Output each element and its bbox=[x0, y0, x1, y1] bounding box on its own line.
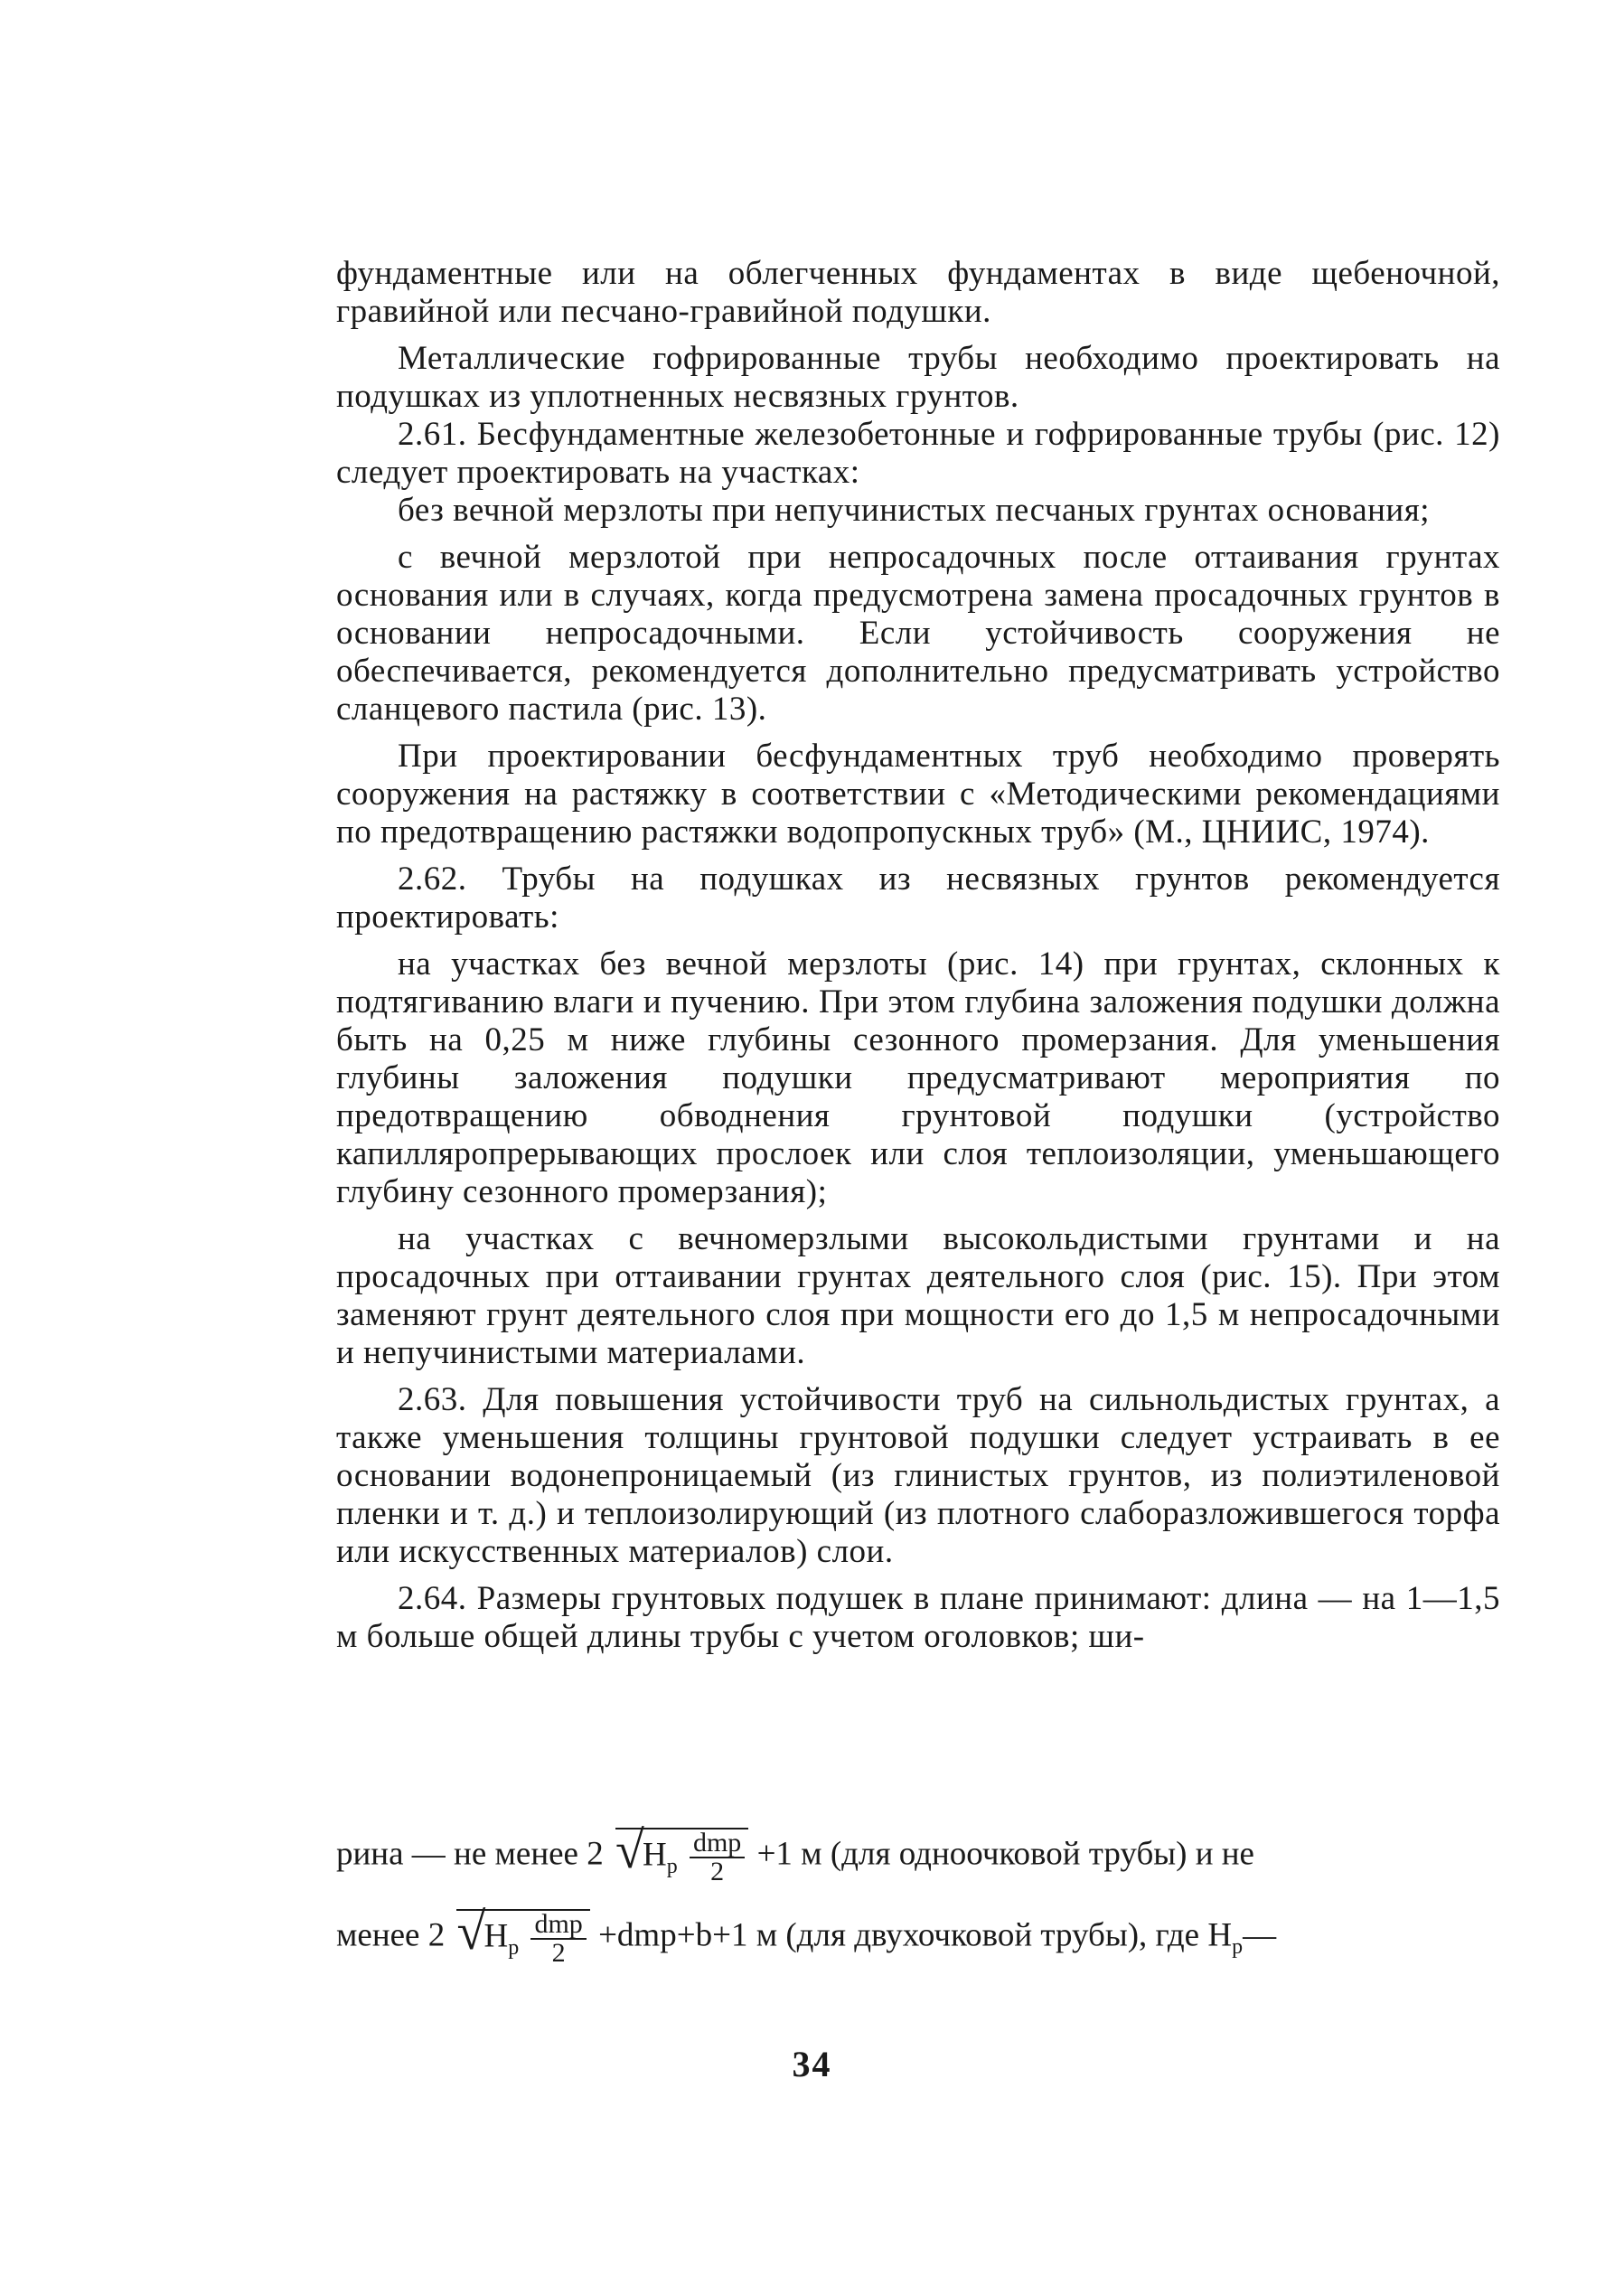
paragraph-7: 2.62. Трубы на подушках из несвязных грунтов рекомендуется проектировать: bbox=[336, 861, 1500, 936]
fraction-1 bbox=[690, 1829, 745, 1886]
formula-2-prefix: менее 2 bbox=[336, 1916, 446, 1954]
formula-1-var-sub: р bbox=[666, 1854, 678, 1878]
formula-2-suffix: +dmp+b+1 м (для двухочковой трубы), где H bbox=[598, 1916, 1233, 1954]
paragraph-4: без вечной мерзлоты при непучинистых песчаных грунтах основания; bbox=[398, 492, 1431, 529]
paragraph-9: на участках с вечномерзлыми высокольдистыми грунтами и на просадочных при оттаивании грунтах деятельного слоя (рис. 15). При этом заменяют грунт деятельного слоя при мощности его до 1,5 м непросадочными и непучинистыми материалами. bbox=[336, 1220, 1500, 1371]
radical-icon: √ bbox=[615, 1820, 644, 1879]
formula-2-var: H bbox=[483, 1917, 509, 1955]
formula-2-suffix-tail: — bbox=[1243, 1916, 1277, 1954]
fraction-2 bbox=[530, 1911, 586, 1967]
paragraph-10: 2.63. Для повышения устойчивости труб на сильнольдистых грунтах, а также уменьшения толщины грунтовой подушки следует устраивать в ее основании водонепроницаемый (из глинистых грунтов, из полиэтиленовой пленки и т. д.) и теплоизолирующий (из плотного слаборазложившегося торфа или искусственных материалов) слои. bbox=[336, 1381, 1500, 1570]
paragraph-5: с вечной мерзлотой при непросадочных после оттаивания грунтах основания или в случаях, когда предусмотрена замена просадочных грунтов в основании непросадочными. Если устойчивость сооружения не обеспечивается, рекомендуется дополнительно предусматривать устройство сланцевого пастила (рис. 13). bbox=[336, 539, 1500, 728]
fraction-1-numerator: dmp bbox=[690, 1829, 745, 1858]
paragraph-11: 2.64. Размеры грунтовых подушек в плане принимают: длина — на 1—1,5 м больше общей длины трубы с учетом оголовков; ши- bbox=[336, 1580, 1500, 1655]
body-text bbox=[336, 255, 1500, 1656]
paragraph-2: Металлические гофрированные трубы необходимо проектировать на подушках из уплотненных несвязных грунтов. bbox=[336, 340, 1500, 415]
radical-icon: √ bbox=[456, 1902, 486, 1961]
formula-1-suffix: +1 м (для одноочковой трубы) и не bbox=[756, 1835, 1254, 1873]
square-root-1 bbox=[615, 1820, 748, 1886]
paragraph-6: При проектировании бесфундаментных труб необходимо проверять сооружения на растяжку в соответствии с «Методическими рекомендациями по предотвращению растяжки водопропускных труб» (М., ЦНИИС, 1974). bbox=[336, 738, 1500, 851]
fraction-2-numerator: dmp bbox=[530, 1911, 586, 1940]
formula-1-var: H bbox=[642, 1836, 667, 1874]
page-number: 34 bbox=[792, 2044, 832, 2084]
fraction-2-denominator: 2 bbox=[551, 1938, 566, 1968]
paragraph-3: 2.61. Бесфундаментные железобетонные и гофрированные трубы (рис. 12) следует проектировать на участках: bbox=[336, 416, 1500, 491]
square-root-2 bbox=[456, 1902, 589, 1968]
fraction-1-denominator: 2 bbox=[710, 1857, 725, 1886]
paragraph-8: на участках без вечной мерзлоты (рис. 14) при грунтах, склонных к подтягиванию влаги и пучению. При этом глубина заложения подушки должна быть на 0,25 м ниже глубины сезонного промерзания. Для уменьшения глубины заложения подушки предусматривают мероприятия по предотвращению обводнения грунтовой подушки (устройство капилляропрерывающих прослоек или слоя теплоизоляции, уменьшающего глубину сезонного промерзания); bbox=[336, 945, 1500, 1210]
paragraph-1: фундаментные или на облегченных фундаментах в виде щебеночной, гравийной или песчано-гравийной подушки. bbox=[336, 255, 1500, 330]
formula-2-suffix-sub: р bbox=[1232, 1934, 1244, 1959]
formula-2-var-sub: р bbox=[508, 1935, 520, 1960]
formula-1-prefix: рина — не менее 2 bbox=[336, 1835, 604, 1873]
formula-line-1 bbox=[336, 1820, 1500, 1886]
formula-line-2 bbox=[336, 1902, 1500, 1968]
